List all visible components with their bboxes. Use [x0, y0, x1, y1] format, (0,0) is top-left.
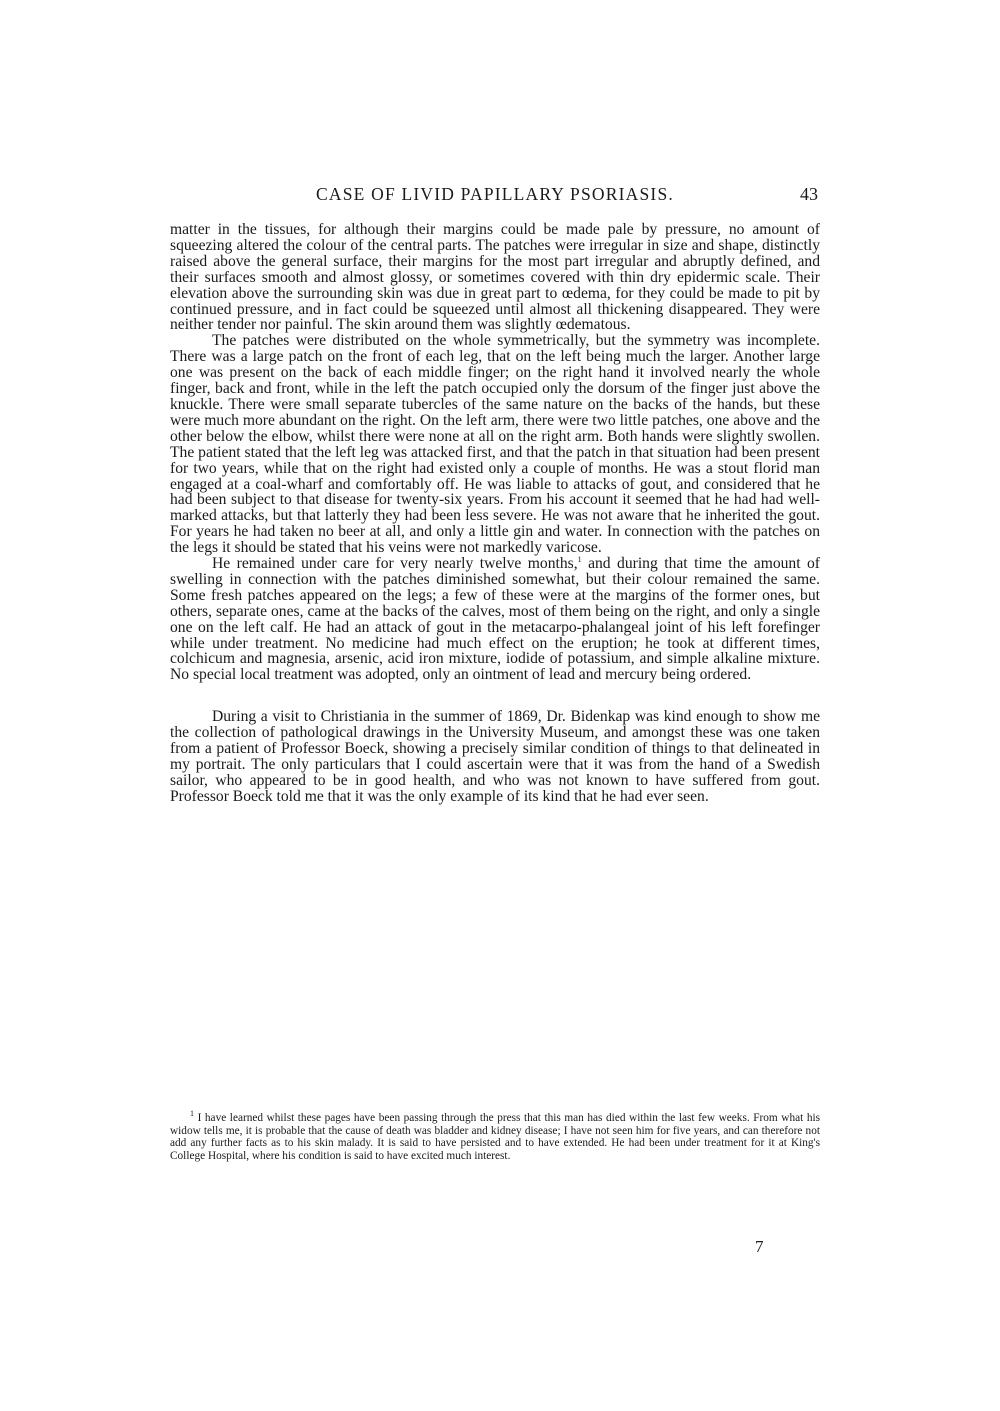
paragraph-continuation: matter in the tissues, for although their margins could be made pale by pressure, no amount of squeezing altered the colour of the central parts. The patches were irregular in size and shape, distinctly raised above the general surface, their margins for the most part irregular and abruptly defined, and their surfaces smooth and almost glossy, or sometimes covered with thin dry epidermic scale. Their elevation above the surrounding skin was due in great part to œdema, for they could be made to pit by continued pressure, and in fact could be squeezed until almost all thickening disappeared. They were neither tender nor painful. The skin around them was slightly œdematous.: [170, 221, 820, 334]
footnote-block: [170, 1109, 820, 1163]
footnote-reference: 1: [577, 554, 582, 564]
paragraph-treatment-lead: He remained under care for very nearly twelve months,: [212, 555, 578, 573]
paragraph-christiania: During a visit to Christiania in the summer of 1869, Dr. Bidenkap was kind enough to show me the collection of pathological drawings in the University Museum, and amongst these was one taken from a patient of Professor Boeck, showing a precisely similar condition of things to that delineated in my portrait. The only particulars that I could ascertain were that it was from the hand of a Swedish sailor, who appeared to be in good health, and who was not known to have suffered from gout. Professor Boeck told me that it was the only example of its kind that he had ever seen.: [170, 708, 820, 805]
signature-mark: 7: [755, 1237, 764, 1256]
paragraph-distribution: The patches were distributed on the whole symmetrically, but the symmetry was incomplete. There was a large patch on the front of each leg, that on the left being much the larger. Another large one was present on the back of each middle finger; on the right hand it involved nearly the whole finger, back and front, while in the left the patch occupied only the dorsum of the finger just above the knuckle. There were small separate tubercles of the same nature on the backs of the hands, but these were much more abundant on the right. On the left arm, there were two little patches, one above and the other below the elbow, whilst there were none at all on the right arm. Both hands were slightly swollen. The patient stated that the left leg was attacked first, and that the patch in that situation had been present for two years, while that on the right had existed only a couple of months. He was a stout florid man engaged at a coal-wharf and comfortably off. He was liable to attacks of gout, and considered that he had been subject to that disease for twenty-six years. From his account it seemed that he had had well-marked attacks, but that latterly they had been less severe. He was not aware that he inherited the gout. For years he had taken no beer at all, and only a little gin and water. In connection with the patches on the legs it should be stated that his veins were not markedly varicose.: [170, 332, 820, 557]
body-text: [170, 222, 820, 805]
footnote: [170, 1109, 820, 1163]
running-title: CASE OF LIVID PAPILLARY PSORIASIS.: [316, 184, 674, 204]
page-number: 43: [800, 184, 818, 204]
footnote-text: I have learned whilst these pages have been passing through the press that this man has died within the last few weeks. From what his widow tells me, it is probable that the cause of death was bladder and kidney disease; I have not seen him for five years, and can therefore not add any further facts as to his skin malady. It is said to have persisted and to have extended. He had been under treatment for it at King's College Hospital, where his condition is said to have excited much interest.: [170, 1112, 820, 1163]
footnote-mark: 1: [190, 1109, 194, 1119]
paragraph-treatment: [170, 556, 820, 683]
running-header: [170, 180, 820, 206]
paragraph-treatment-rest: and during that time the amount of swelling in connection with the patches diminished somewhat, but their colour remained the same. Some fresh patches appeared on the legs; a few of these were at the margins of the former ones, but others, separate ones, came at the backs of the calves, most of them being on the right, and only a single one on the left calf. He had an attack of gout in the metacarpo-phalangeal joint of his left forefinger while under treatment. No medicine had much effect on the eruption; he took at different times, colchicum and magnesia, arsenic, acid iron mixture, iodide of potassium, and simple alkaline mixture. No special local treatment was adopted, only an ointment of lead and mercury being ordered.: [170, 555, 820, 684]
